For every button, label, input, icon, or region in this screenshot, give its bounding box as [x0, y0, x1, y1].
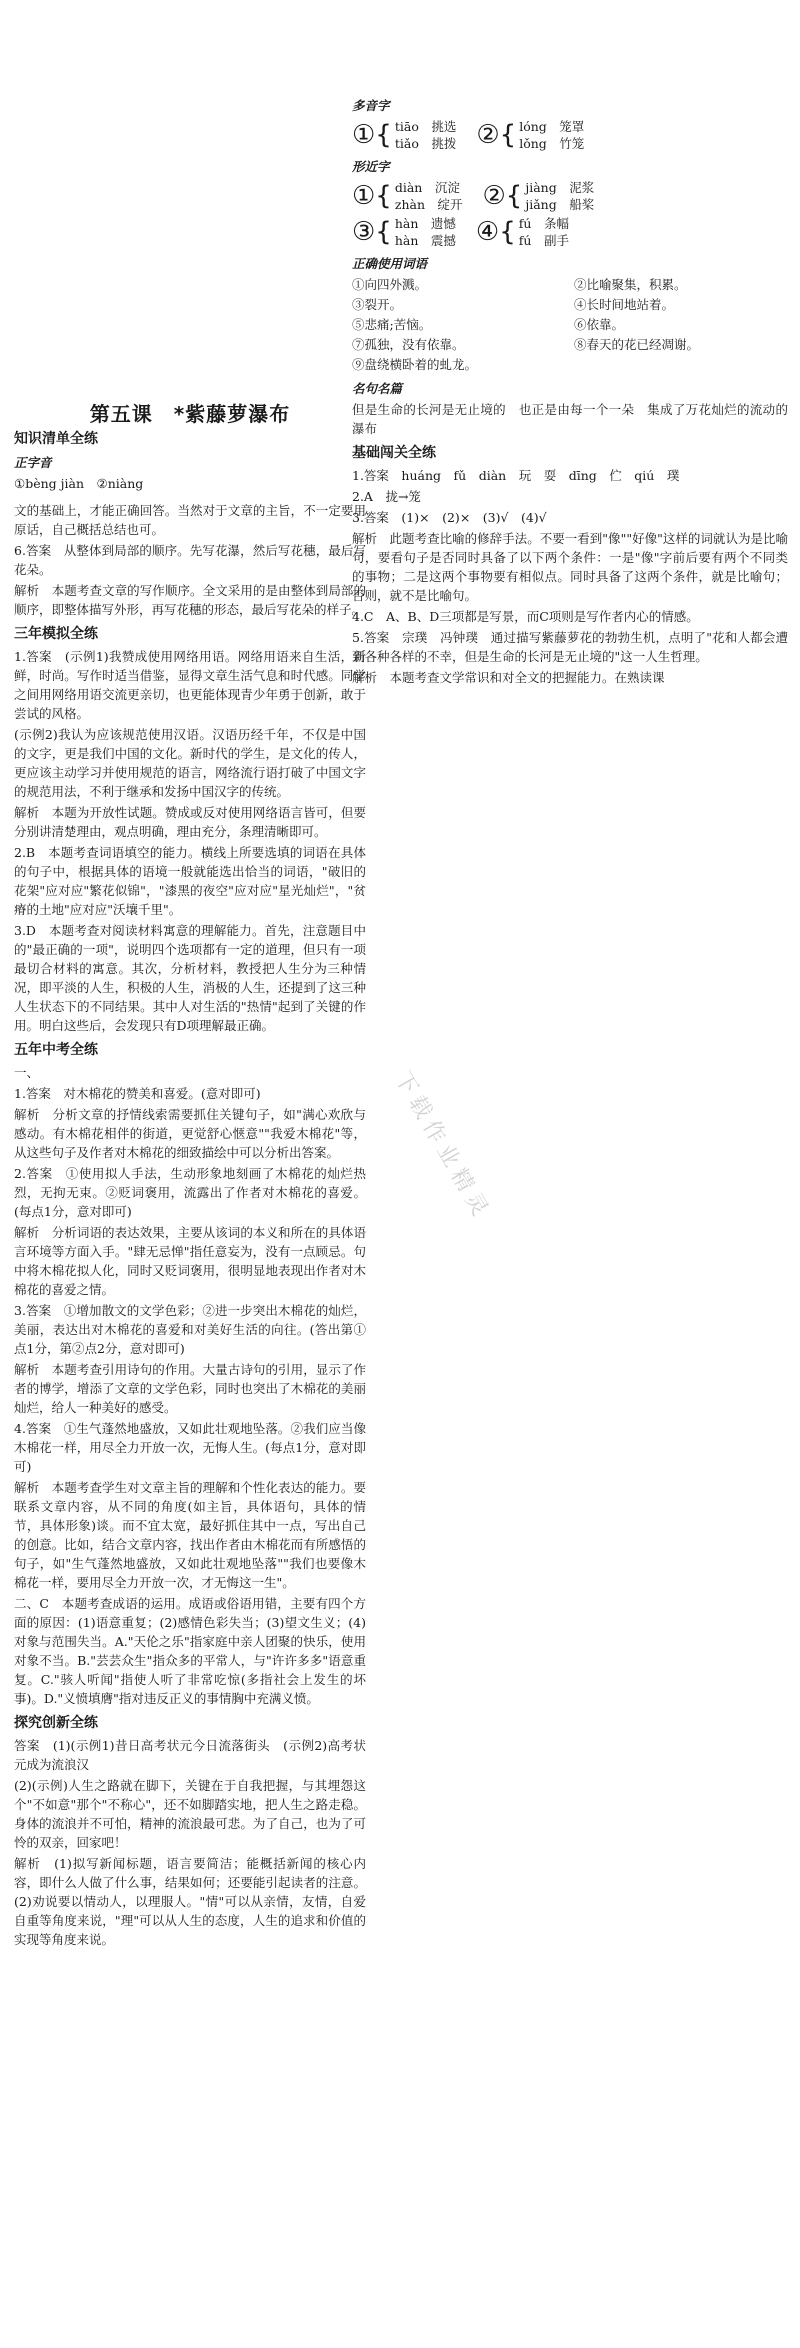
tanjiu-heading: 探究创新全练 [14, 1715, 98, 1731]
jichu-q3: 3.答案 (1)× (2)× (3)√ (4)√ [352, 510, 547, 525]
part-two-answer: 二、C 本题考查成语的运用。成语或俗语用错，主要有四个方面的原因：(1)语意重复；(2)感情色彩失当；(3)望文生义；(4)对象与范围失当。A."天伦之乐"指家庭中亲人团聚的快乐，使用对象不当。B."芸芸众生"指众多的平常人，与"许许多多"语意重复。C."骇人听闻"指使人听了非常吃惊(多指社会上发生的坏事)。D."义愤填膺"指对违反正义的事情胸中充满义愤。 [14, 1596, 366, 1706]
ciyu-list [352, 275, 788, 375]
w1-analysis: 解析 分析文章的抒情线索需要抓住关键句子，如"满心欢欣与感动。有木棉花相伴的街道，更觉舒心惬意""我爱木棉花"等，从这些句子及作者对木棉花的细致描绘中可以分析出答案。 [14, 1107, 366, 1160]
page-title: 第五课 *紫藤萝瀑布 [89, 402, 291, 426]
xingjin-block-2: ③{ hàn 遗憾 hàn 震撼 ④{ fú 条幅 fú 副手 [352, 216, 569, 248]
xingjin-block-1: ①{ diàn 沉淀 zhàn 绽开 ②{ jiàng 泥浆 jiǎng 船桨 [352, 180, 595, 212]
sannian-heading: 三年模拟全练 [14, 626, 98, 642]
circle-two-icon: ②{ [476, 120, 517, 150]
jichu-q3-analysis: 解析 此题考查比喻的修辞手法。不要一看到"像""好像"这样的词就认为是比喻句，要看句子是否同时具备了以下两个条件：一是"像"字前后要有两个不同类的事物；二是这两个事物要有相似点。同时具备了这两个条件，就是比喻句；否则，就不是比喻句。 [352, 531, 788, 603]
q6-answer: 6.答案 从整体到局部的顺序。先写花瀑，然后写花穗，最后写花朵。 [14, 543, 366, 577]
ciyu-heading: 正确使用词语 [352, 256, 428, 271]
w4-analysis: 解析 本题考查学生对文章主旨的理解和个性化表达的能力。要联系文章内容，从不同的角度(如主旨，具体语句，具体的情节，具体形象)谈。而不宜太宽，最好抓住其中一点，写出自己的创意。比如，结合文章内容，找出作者由木棉花而有所感悟的句子，如"生气蓬然地盛放，又如此壮观地坠落""我们也要像木棉花一样，要用尽全力开放一次，才无悔这一生"。 [14, 1480, 366, 1590]
list-item: ①向四外溅。 [352, 277, 428, 292]
watermark: 下载作业精灵 [389, 1067, 496, 1226]
mingju-heading: 名句名篇 [352, 381, 403, 396]
t2-answer: (2)(示例)人生之路就在脚下，关键在于自我把握，与其埋怨这个"不如意"那个"不称心"，还不如脚踏实地，把人生之路走稳。身体的流浪并不可怕，精神的流浪最可悲。为了自己，也为了可怜的双亲，回家吧！ [14, 1778, 366, 1850]
w2-analysis: 解析 分析词语的表达效果，主要从该词的本义和所在的具体语言环境等方面入手。"肆无忌惮"指任意妄为，没有一点顾忌。句中将木棉花拟人化，同时又贬词褒用，很明显地表现出作者对木棉花的喜爱之情。 [14, 1225, 366, 1297]
list-item: ②比喻聚集，积累。 [574, 277, 687, 292]
jichu-q1: 1.答案 huáng fǔ diàn 玩 耍 dīng 伫 qiú 璞 [352, 468, 680, 483]
zhishi-heading: 知识清单全练 [14, 431, 98, 447]
jichu-q5-analysis: 解析 本题考查文学常识和对全文的把握能力。在熟读课 [352, 670, 665, 685]
s1-answer: 1.答案 (示例1)我赞成使用网络用语。网络用语来自生活，新鲜，时尚。写作时适当借鉴，显得文章生活气息和时代感。同学之间用网络用语交流更亲切，也更能体现青少年勇于创新，敢于尝试的风格。 [14, 649, 366, 721]
continued-text: 文的基础上，才能正确回答。当然对于文章的主旨，不一定要用原话，自己概括总结也可。 [14, 503, 366, 537]
s1-analysis: 解析 本题为开放性试题。赞成或反对使用网络语言皆可，但要分别讲清楚理由，观点明确，理由充分，条理清晰即可。 [14, 805, 366, 839]
left-column [14, 402, 366, 1951]
list-item: ⑤悲痛;苦恼。 [352, 317, 432, 332]
w2-answer: 2.答案 ①使用拟人手法，生动形象地刻画了木棉花的灿烂热烈，无拘无束。②贬词褒用，流露出了作者对木棉花的喜爱。(每点1分，意对即可) [14, 1166, 366, 1219]
s2-answer: 2.B 本题考查词语填空的能力。横线上所要选填的词语在具体的句子中，根据具体的语境一般就能选出恰当的词语，"破旧的花架"应对应"繁花似锦"，"漆黑的夜空"应对应"星光灿烂"，"贫瘠的土地"应对应"沃壤千里"。 [14, 845, 366, 917]
zhengzi-text: ①bèng jiàn ②niàng [14, 476, 144, 491]
wunian-heading: 五年中考全练 [14, 1042, 98, 1058]
list-item: ④长时间地站着。 [574, 297, 675, 312]
jichu-q5: 5.答案 宗璞 冯钟璞 通过描写紫藤萝花的勃勃生机，点明了"花和人都会遭到各种各样的不幸，但是生命的长河是无止境的"这一人生哲理。 [352, 630, 788, 664]
t1-answer: 答案 (1)(示例1)昔日高考状元今日流落街头 (示例2)高考状元成为流浪汉 [14, 1738, 366, 1772]
list-item: ⑧春天的花已经凋谢。 [574, 337, 700, 352]
t-analysis: 解析 (1)拟写新闻标题，语言要简洁；能概括新闻的核心内容，即什么人做了什么事，结果如何；还要能引起读者的注意。(2)劝说要以情动人，以理服人。"情"可以从亲情，友情，自爱自重等角度来说，"理"可以从人生的态度，人生的追求和价值的实现等角度来说。 [14, 1856, 366, 1947]
list-item: ⑥依靠。 [574, 317, 625, 332]
duoyin-heading: 多音字 [352, 98, 390, 113]
list-item: ③裂开。 [352, 297, 403, 312]
list-item: ⑦孤独，没有依靠。 [352, 337, 465, 352]
circle-one-icon: ①{ [352, 120, 392, 150]
jichu-heading: 基础闯关全练 [352, 445, 436, 461]
w3-answer: 3.答案 ①增加散文的文学色彩；②进一步突出木棉花的灿烂，美丽，表达出对木棉花的喜爱和对美好生活的向往。(答出第①点1分，第②点2分，意对即可) [14, 1303, 366, 1356]
jichu-q2: 2.A 拢→笼 [352, 489, 421, 504]
right-column [352, 92, 788, 689]
w1-answer: 1.答案 对木棉花的赞美和喜爱。(意对即可) [14, 1086, 261, 1101]
zhengzi-heading: 正字音 [14, 455, 52, 470]
duoyin-block: ①{ tiāo 挑选 tiǎo 挑拨 ②{ lóng 笼罩 lǒng 竹笼 [352, 119, 585, 151]
mingju-text: 但是生命的长河是无止境的 也正是由每一个一朵 集成了万花灿烂的流动的瀑布 [352, 402, 788, 436]
xingjin-heading: 形近字 [352, 159, 390, 174]
part-one-label: 一、 [14, 1065, 40, 1080]
list-item: ⑨盘绕横卧着的虬龙。 [352, 357, 478, 372]
w3-analysis: 解析 本题考查引用诗句的作用。大量古诗句的引用，显示了作者的博学，增添了文章的文学色彩，同时也突出了木棉花的美丽灿烂，给人一种美好的感受。 [14, 1362, 366, 1415]
s3-answer: 3.D 本题考查对阅读材料寓意的理解能力。首先，注意题目中的"最正确的一项"，说明四个选项都有一定的道理，但只有一项最切合材料的寓意。其次，分析材料，教授把人生分为三种情况，即平淡的人生，积极的人生，消极的人生，还提到了这三种人生状态下的不同结果。其中人对生活的"热情"起到了关键的作用。明白这些后，会发现只有D项理解最正确。 [14, 923, 366, 1033]
s1-answer-b: (示例2)我认为应该规范使用汉语。汉语历经千年，不仅是中国的文字，更是我们中国的文化。新时代的学生，是文化的传人，更应该主动学习并使用规范的语言，网络流行语打破了中国文字的规范用法，不利于继承和发扬中国汉字的传统。 [14, 727, 366, 799]
w4-answer: 4.答案 ①生气蓬然地盛放，又如此壮观地坠落。②我们应当像木棉花一样，用尽全力开放一次，无悔人生。(每点1分，意对即可) [14, 1421, 366, 1474]
q6-analysis: 解析 本题考查文章的写作顺序。全文采用的是由整体到局部的顺序，即整体描写外形，再写花穗的形态，最后写花朵的样子。 [14, 583, 366, 617]
jichu-q4: 4.C A、B、D三项都是写景，而C项则是写作者内心的情感。 [352, 609, 699, 624]
